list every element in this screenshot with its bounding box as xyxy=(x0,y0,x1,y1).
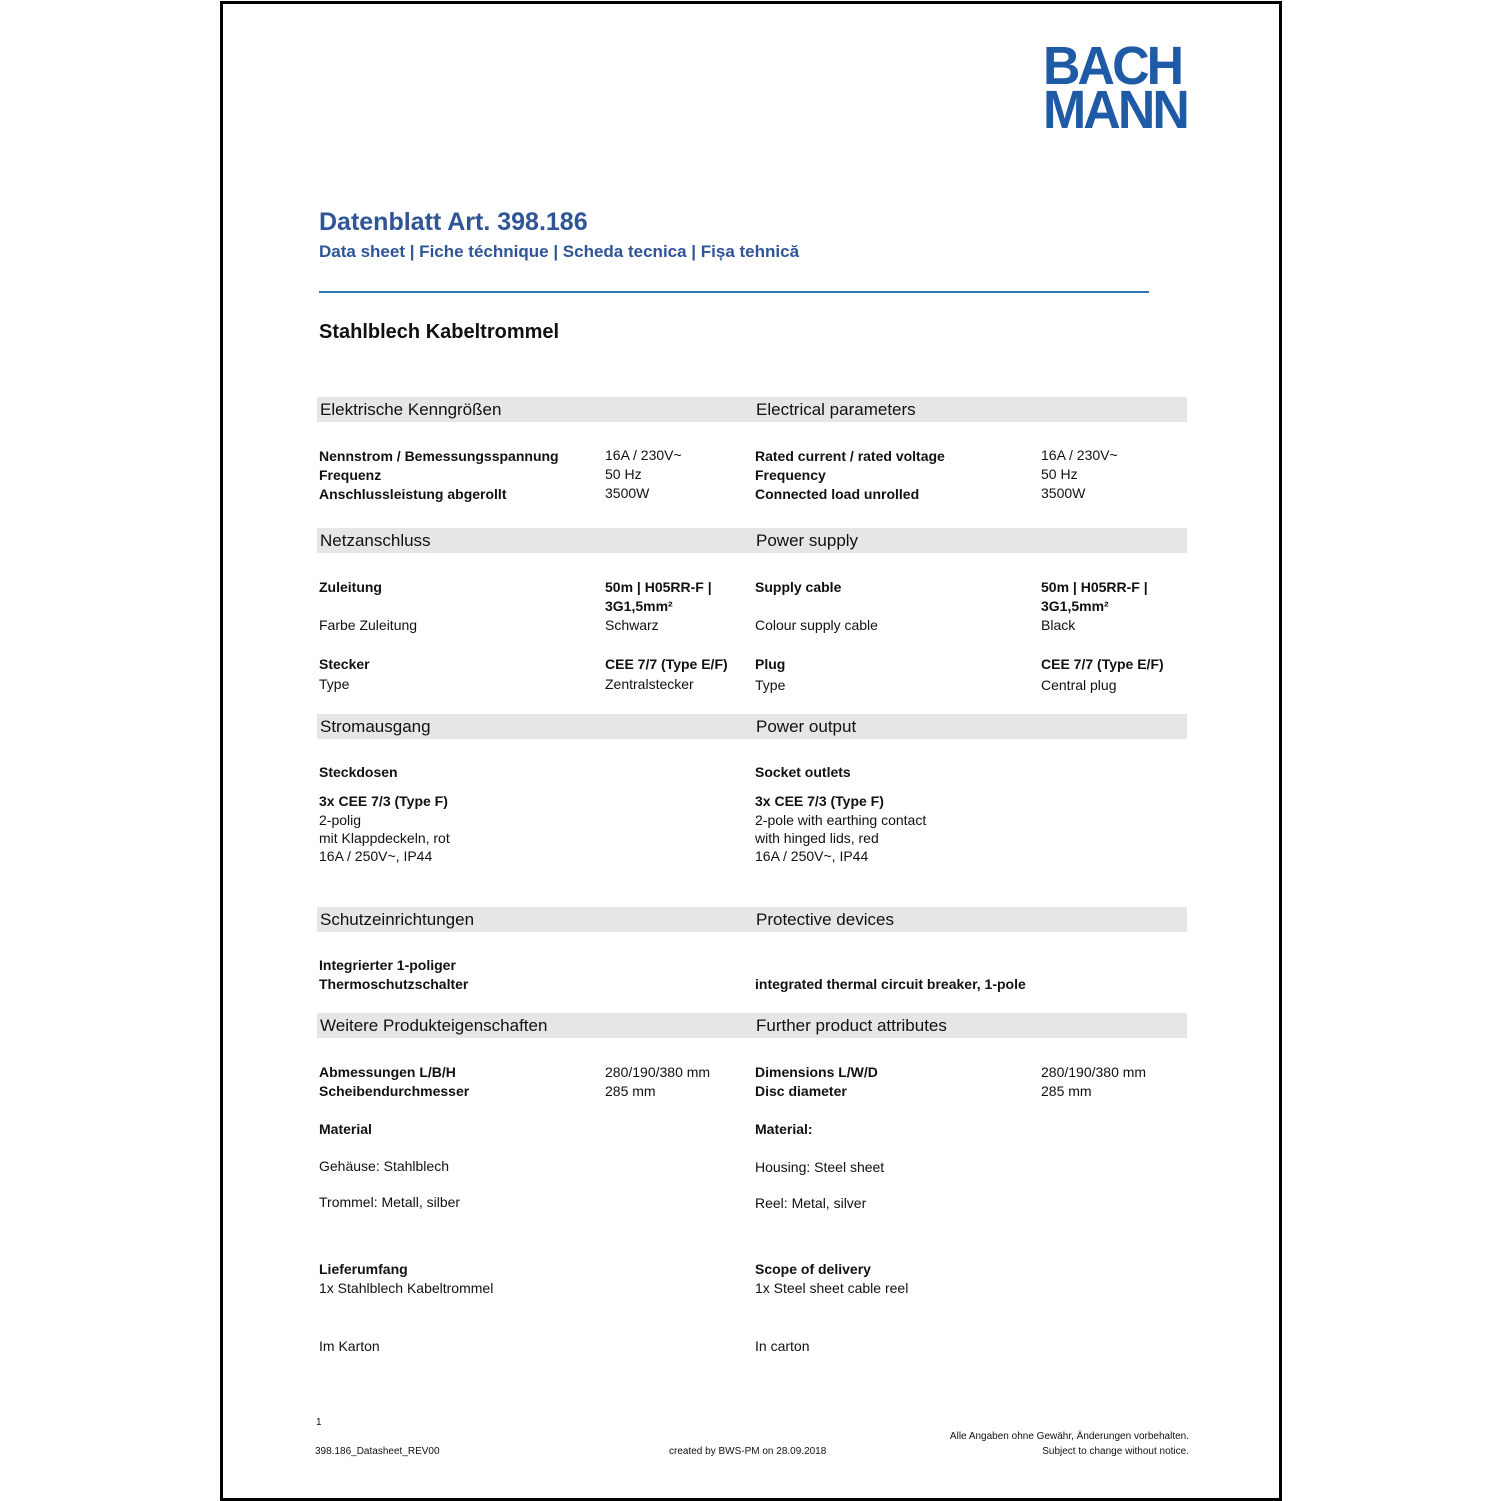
cable-label-en: Supply cable xyxy=(755,579,842,595)
freq-value-en: 50 Hz xyxy=(1041,466,1078,482)
cable-label-de: Zuleitung xyxy=(319,579,382,595)
section-heading-de: Elektrische Kenngrößen xyxy=(320,400,502,419)
socket-line-2-en: with hinged lids, red xyxy=(755,830,879,846)
page-title: Datenblatt Art. 398.186 xyxy=(319,208,588,236)
socket-line-2-de: mit Klappdeckeln, rot xyxy=(319,830,450,846)
section-heading-en: Power output xyxy=(756,717,857,736)
socket-line-3-de: 16A / 250V~, IP44 xyxy=(319,848,433,864)
cable-value-en-2: 3G1,5mm² xyxy=(1041,598,1109,614)
dimensions-value-de: 280/190/380 mm xyxy=(605,1064,711,1080)
colour-value-en: Black xyxy=(1041,617,1076,633)
housing-de: Gehäuse: Stahlblech xyxy=(319,1158,449,1174)
colour-value-de: Schwarz xyxy=(605,617,659,633)
sockets-label-en: Socket outlets xyxy=(755,764,851,780)
disc-label-en: Disc diameter xyxy=(755,1083,847,1099)
cable-value-de-2: 3G1,5mm² xyxy=(605,598,673,614)
page-number: 1 xyxy=(316,1417,322,1428)
plug-value-de: CEE 7/7 (Type E/F) xyxy=(605,656,728,672)
section-heading-de: Schutzeinrichtungen xyxy=(320,910,475,929)
dimensions-label-de: Abmessungen L/B/H xyxy=(319,1064,456,1080)
type-value-de: Zentralstecker xyxy=(605,676,694,692)
section-header-protective xyxy=(317,907,1187,932)
document-id: 398.186_Datasheet_REV00 xyxy=(315,1446,440,1457)
freq-value-de: 50 Hz xyxy=(605,466,642,482)
socket-type-en: 3x CEE 7/3 (Type F) xyxy=(755,793,884,809)
dimensions-label-en: Dimensions L/W/D xyxy=(755,1064,878,1080)
section-header-power-output xyxy=(317,714,1187,739)
logo-line-2: MANN xyxy=(1043,80,1187,140)
reel-en: Reel: Metal, silver xyxy=(755,1195,867,1211)
section-heading-en: Electrical parameters xyxy=(756,400,916,419)
load-value-de: 3500W xyxy=(605,485,650,501)
type-value-en: Central plug xyxy=(1041,677,1117,693)
rated-label-en: Rated current / rated voltage xyxy=(755,448,945,464)
dimensions-value-en: 280/190/380 mm xyxy=(1041,1064,1147,1080)
section-header-further xyxy=(317,1013,1187,1038)
socket-line-1-de: 2-polig xyxy=(319,812,362,828)
sockets-label-de: Steckdosen xyxy=(319,764,398,780)
housing-en: Housing: Steel sheet xyxy=(755,1159,885,1175)
socket-type-de: 3x CEE 7/3 (Type F) xyxy=(319,793,448,809)
datasheet-page xyxy=(220,1,1282,1501)
header-divider xyxy=(319,291,1149,293)
load-value-en: 3500W xyxy=(1041,485,1086,501)
type-label-en: Type xyxy=(755,677,786,693)
scope-value-de: 1x Stahlblech Kabeltrommel xyxy=(319,1280,494,1296)
scope-value-en: 1x Steel sheet cable reel xyxy=(755,1280,909,1296)
cable-value-de-1: 50m | H05RR-F | xyxy=(605,579,712,595)
section-heading-en: Further product attributes xyxy=(756,1016,947,1035)
socket-line-3-en: 16A / 250V~, IP44 xyxy=(755,848,869,864)
section-header-power-supply xyxy=(317,528,1187,553)
disc-value-de: 285 mm xyxy=(605,1083,656,1099)
scope-label-de: Lieferumfang xyxy=(319,1261,408,1277)
disc-label-de: Scheibendurchmesser xyxy=(319,1083,470,1099)
section-heading-en: Power supply xyxy=(756,531,859,550)
section-heading-en: Protective devices xyxy=(756,910,894,929)
section-header-electrical xyxy=(317,397,1187,422)
created-by: created by BWS-PM on 28.09.2018 xyxy=(669,1446,827,1457)
colour-label-de: Farbe Zuleitung xyxy=(319,617,418,633)
scope-label-en: Scope of delivery xyxy=(755,1261,871,1277)
packaging-de: Im Karton xyxy=(319,1338,380,1354)
logo-line-1: BACH xyxy=(1043,36,1182,96)
page-subtitle: Data sheet | Fiche téchnique | Scheda tecnica | Fișa tehnică xyxy=(319,242,800,261)
protective-line-1-en: integrated thermal circuit breaker, 1-pole xyxy=(755,976,1026,992)
colour-label-en: Colour supply cable xyxy=(755,617,878,633)
load-label-en: Connected load unrolled xyxy=(755,486,920,502)
rated-label-de: Nennstrom / Bemessungsspannung xyxy=(319,448,559,464)
load-label-de: Anschlussleistung abgerollt xyxy=(319,486,507,502)
disclaimer-de: Alle Angaben ohne Gewähr, Änderungen vorbehalten. xyxy=(949,1431,1189,1442)
cable-value-en-1: 50m | H05RR-F | xyxy=(1041,579,1148,595)
rated-value-en: 16A / 230V~ xyxy=(1041,447,1118,463)
bachmann-logo xyxy=(1043,36,1187,140)
type-label-de: Type xyxy=(319,676,350,692)
protective-line-1-de: Integrierter 1-poliger xyxy=(319,957,456,973)
reel-de: Trommel: Metall, silber xyxy=(319,1194,461,1210)
plug-label-en: Plug xyxy=(755,656,786,672)
packaging-en: In carton xyxy=(755,1338,810,1354)
product-name: Stahlblech Kabeltrommel xyxy=(319,321,560,343)
disclaimer-en: Subject to change without notice. xyxy=(1042,1446,1189,1457)
section-heading-de: Stromausgang xyxy=(320,717,431,736)
plug-label-de: Stecker xyxy=(319,656,370,672)
material-label-de: Material xyxy=(319,1121,372,1137)
section-heading-de: Netzanschluss xyxy=(320,531,431,550)
section-heading-de: Weitere Produkteigenschaften xyxy=(320,1016,548,1035)
plug-value-en: CEE 7/7 (Type E/F) xyxy=(1041,656,1164,672)
rated-value-de: 16A / 230V~ xyxy=(605,447,682,463)
socket-line-1-en: 2-pole with earthing contact xyxy=(755,812,927,828)
freq-label-en: Frequency xyxy=(755,467,826,483)
freq-label-de: Frequenz xyxy=(319,467,382,483)
disc-value-en: 285 mm xyxy=(1041,1083,1092,1099)
material-label-en: Material: xyxy=(755,1121,813,1137)
protective-line-2-de: Thermoschutzschalter xyxy=(319,976,469,992)
